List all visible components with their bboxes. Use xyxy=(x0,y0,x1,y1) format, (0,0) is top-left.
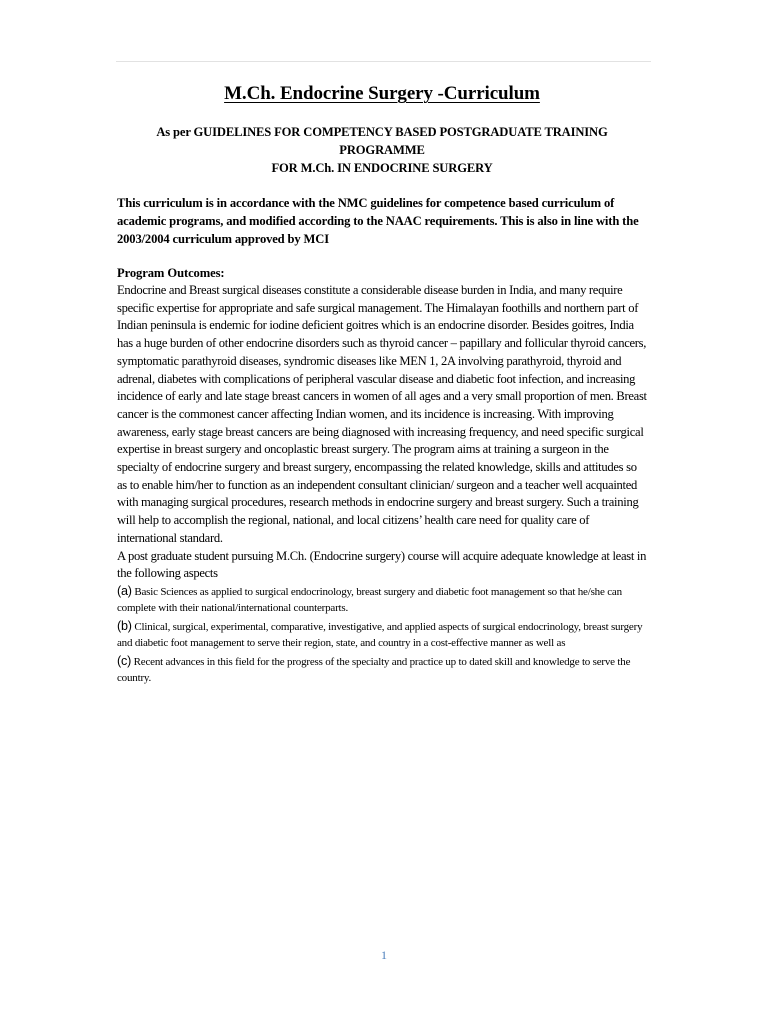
guidelines-line-2: FOR M.Ch. IN ENDOCRINE SURGERY xyxy=(271,161,493,175)
aspect-marker: (b) xyxy=(117,618,132,633)
document-title: M.Ch. Endocrine Surgery -Curriculum xyxy=(224,83,540,104)
aspect-text: Basic Sciences as applied to surgical endocrinology, breast surgery and diabetic foot management so that he/she can complete with their national/international counterparts. xyxy=(117,585,622,615)
intro-paragraph: This curriculum is in accordance with the NMC guidelines for competence based curriculum of academic programs, and modified according to the NAAC requirements. This is also in line with the 2003/2004 curriculum approved by MCI xyxy=(117,196,639,246)
aspect-item xyxy=(117,653,647,687)
aspect-item xyxy=(117,583,647,617)
page-content xyxy=(117,80,647,687)
aspect-marker: (a) xyxy=(117,583,132,598)
guidelines-line-1: As per GUIDELINES FOR COMPETENCY BASED POSTGRADUATE TRAINING PROGRAMME xyxy=(156,125,608,157)
outcomes-paragraph: Endocrine and Breast surgical diseases constitute a considerable disease burden in India, and many require specific expertise for appropriate and safe surgical management. The Himalayan foothills and northern part of Indian peninsula is endemic for iodine deficient goitres which is an endocrine disorder. Besides goitres, India has a huge burden of other endocrine disorders such as thyroid cancer – papillary and follicular thyroid cancers, symptomatic parathyroid diseases, syndromic diseases like MEN 1, 2A involving parathyroid, thyroid and adrenal, diabetes with complications of peripheral vascular disease and diabetic foot infection, and increasing incidence of early and late stage breast cancers in women of all ages and a very small proportion of men. Breast cancer is the commonest cancer affecting Indian women, and its incidence is increasing. With improving awareness, early stage breast cancers are being diagnosed with increasing frequency, and need specific surgical expertise in breast surgery and oncoplastic breast surgery. The program aims at training a surgeon in the specialty of endocrine surgery and breast surgery, encompassing the related knowledge, skills and attitudes so as to enable him/her to function as an independent consultant clinician/ surgeon and a teacher well acquainted with managing surgical procedures, research methods in endocrine surgery and breast surgery. Such a training will help to accomplish the regional, national, and local citizens’ health care need for quality care of international standard. xyxy=(117,283,647,545)
program-outcomes-heading: Program Outcomes: xyxy=(117,266,225,280)
aspect-text: Recent advances in this field for the progress of the specialty and practice up to dated skill and knowledge to serve the country. xyxy=(117,655,631,685)
aspect-marker: (c) xyxy=(117,653,132,668)
student-aspects-paragraph: A post graduate student pursuing M.Ch. (Endocrine surgery) course will acquire adequate knowledge at least in the following aspects xyxy=(117,548,647,581)
guidelines-heading xyxy=(117,123,647,177)
aspect-text: Clinical, surgical, experimental, comparative, investigative, and applied aspects of surgical endocrinology, breast surgery and diabetic foot management to serve their region, state, and country in a cost-effective manner as well as xyxy=(117,620,643,650)
page-number: 1 xyxy=(381,948,387,962)
aspect-item xyxy=(117,618,647,652)
header-rule xyxy=(116,61,651,62)
